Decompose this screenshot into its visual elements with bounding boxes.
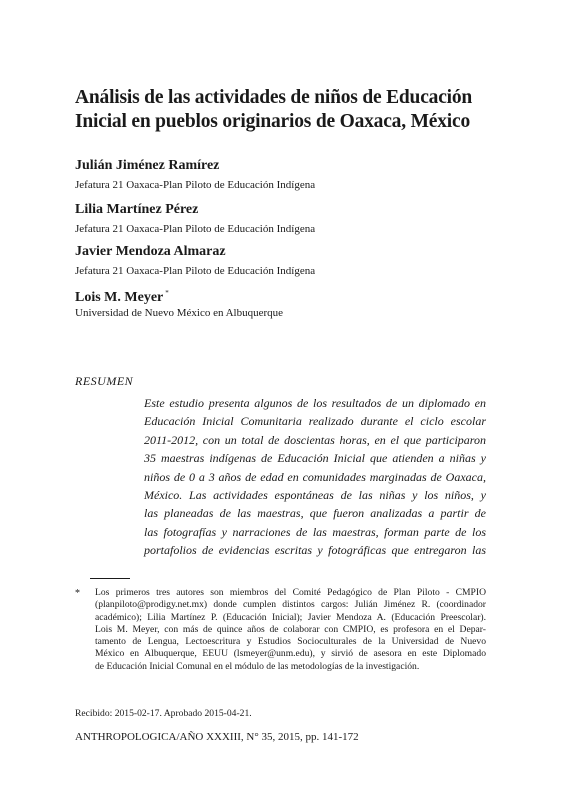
author-name: Javier Mendoza Almaraz — [75, 244, 226, 259]
abstract-line: Educación Inicial Comunitaria realizado durante el ciclo escolar — [144, 414, 486, 429]
footnote-line: académico); Lilia Martínez P. (Educación Inicial); Javier Mendoza A. (Educación Preescolar). — [95, 611, 486, 623]
abstract-line: portafolios de evidencias escritas y fotográficas que entregaron las — [144, 543, 486, 558]
footnote — [95, 587, 486, 673]
abstract-line: 35 maestras indígenas de Educación Inicial que atienden a niñas y — [144, 451, 486, 466]
abstract-line: las fotografías y narraciones de las maestras, forman parte de los — [144, 524, 486, 539]
footnote-line: México en Albuquerque, EEUU (lsmeyer@unm.edu), y sirvió de asesora en este Diplomado — [95, 648, 486, 660]
author-name: Julián Jiménez Ramírez — [75, 158, 220, 173]
abstract-line: México. Las actividades espontáneas de las niñas y los niños, y — [144, 488, 486, 503]
abstract-line: 2011-2012, con un total de doscientas horas, en el que participaron — [144, 432, 486, 447]
footnote-divider — [90, 578, 130, 579]
footnote-reference[interactable]: * — [165, 289, 169, 297]
footnote-mark: * — [75, 588, 80, 599]
author-name: Lois M. Meyer * — [75, 289, 169, 305]
article-title-line: Inicial en pueblos originarios de Oaxaca, México — [75, 111, 471, 132]
received-dates: Recibido: 2015-02-17. Aprobado 2015-04-21. — [75, 708, 252, 719]
author-affiliation: Jefatura 21 Oaxaca-Plan Piloto de Educación Indígena — [75, 223, 316, 235]
footnote-line: de Educación Inicial Comunal en el módulo de las metodologías de la investigación. — [95, 660, 420, 672]
abstract-body — [144, 394, 486, 560]
footnote-line: Lois M. Meyer, con más de quince años de colaborar con CMPIO, es profesora en el Depar- — [95, 623, 486, 635]
article-title — [75, 86, 515, 134]
footnote-line: tamento de Lengua, Lectoescritura y Estudios Socioculturales de la Universidad de Nuevo — [95, 636, 486, 648]
abstract-heading: RESUMEN — [75, 374, 134, 388]
footnote-line: (planpiloto@prodigy.net.mx) donde cumplen distintos cargos: Julián Jiménez R. (coordinador — [95, 599, 486, 611]
abstract-line: niños de 0 a 3 años de edad en comunidades marginadas de Oaxaca, — [144, 469, 486, 484]
author-affiliation: Universidad de Nuevo México en Albuquerque — [75, 307, 284, 319]
footnote-line: Los primeros tres autores son miembros del Comité Pedagógico de Plan Piloto - CMPIO — [95, 587, 486, 598]
article-title-line: Análisis de las actividades de niños de Educación — [75, 87, 473, 108]
author-name: Lilia Martínez Pérez — [75, 202, 199, 217]
abstract-line: las planeadas de las maestras, que fueron analizadas a partir de — [144, 506, 486, 521]
author-affiliation: Jefatura 21 Oaxaca-Plan Piloto de Educación Indígena — [75, 265, 316, 277]
abstract-line: Este estudio presenta algunos de los resultados de un diplomado en — [144, 396, 486, 410]
author-affiliation: Jefatura 21 Oaxaca-Plan Piloto de Educación Indígena — [75, 179, 316, 191]
journal-citation: ANTHROPOLOGICA/AÑO XXXIII, N° 35, 2015, pp. 141-172 — [75, 731, 359, 743]
